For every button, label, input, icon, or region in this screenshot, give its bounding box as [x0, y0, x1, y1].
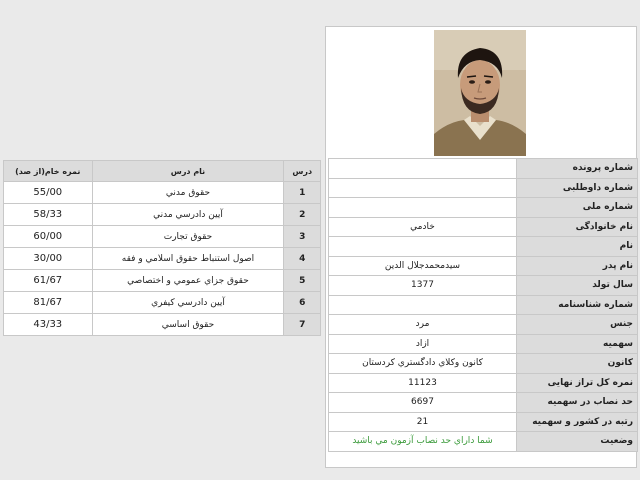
course-name: حقوق جزاي عمومي و اختصاصي	[92, 270, 284, 292]
row-number: 4	[284, 248, 321, 270]
info-value: خادمي	[329, 217, 517, 237]
course-score-value: 61/67	[33, 275, 63, 286]
info-row-father-name	[329, 256, 638, 276]
info-row-quota-threshold	[329, 393, 638, 413]
scores-header-row	[4, 161, 321, 182]
info-label: شماره داوطلبی	[517, 178, 638, 198]
course-name: حقوق مدني	[92, 182, 284, 204]
profile-info-table	[328, 158, 638, 452]
table-row	[4, 270, 321, 292]
row-number: 5	[284, 270, 321, 292]
info-value: مرد	[329, 315, 517, 335]
course-name: آيين دادرسي کيفري	[92, 292, 284, 314]
info-label: حد نصاب در سهمیه	[517, 393, 638, 413]
info-row-first-name	[329, 237, 638, 257]
info-value: 1377	[329, 276, 517, 296]
header-number: درس	[284, 161, 321, 182]
course-name: اصول استنباط حقوق اسلامي و فقه	[92, 248, 284, 270]
table-row	[4, 226, 321, 248]
row-number: 6	[284, 292, 321, 314]
course-score	[4, 314, 93, 336]
info-label: سال تولد	[517, 276, 638, 296]
info-label: نمره کل تراز نهایی	[517, 373, 638, 393]
info-label: سهمیه	[517, 334, 638, 354]
profile-card	[325, 26, 637, 468]
row-number: 1	[284, 182, 321, 204]
course-score	[4, 204, 93, 226]
info-label: وضعیت	[517, 432, 638, 452]
info-label: کانون	[517, 354, 638, 374]
info-label: شماره پرونده	[517, 159, 638, 179]
info-row-last-name	[329, 217, 638, 237]
table-row	[4, 292, 321, 314]
course-name: حقوق اساسي	[92, 314, 284, 336]
info-row-final-score	[329, 373, 638, 393]
course-score	[4, 270, 93, 292]
course-score-value: 30/00	[33, 253, 63, 264]
table-row	[4, 314, 321, 336]
info-value: 6697	[329, 393, 517, 413]
course-name: آيين دادرسي مدني	[92, 204, 284, 226]
header-course: نام درس	[92, 161, 284, 182]
info-row-applicant-number	[329, 178, 638, 198]
info-label: شماره ملی	[517, 198, 638, 218]
course-score-value: 81/67	[33, 297, 63, 308]
info-value	[329, 178, 517, 198]
course-score	[4, 226, 93, 248]
row-number: 7	[284, 314, 321, 336]
info-value: کانون وکلاي دادگستري کردستان	[329, 354, 517, 374]
table-row	[4, 204, 321, 226]
info-value	[329, 159, 517, 179]
course-score	[4, 292, 93, 314]
course-score-value: 43/33	[33, 319, 63, 330]
info-label: نام خانوادگی	[517, 217, 638, 237]
info-label: رتبه در کشور و سهمیه	[517, 412, 638, 432]
course-score-value: 55/00	[33, 187, 63, 198]
info-row-bar-association	[329, 354, 638, 374]
info-row-status	[329, 432, 638, 452]
info-value	[329, 198, 517, 218]
course-score-value: 60/00	[33, 231, 63, 242]
info-value	[329, 295, 517, 315]
info-row-national-id	[329, 198, 638, 218]
info-label: نام	[517, 237, 638, 257]
course-score	[4, 182, 93, 204]
info-value: سيدمحمدجلال الدين	[329, 256, 517, 276]
info-label: جنس	[517, 315, 638, 335]
info-label: شماره شناسنامه	[517, 295, 638, 315]
info-row-rank	[329, 412, 638, 432]
info-row-quota	[329, 334, 638, 354]
table-row	[4, 182, 321, 204]
row-number: 3	[284, 226, 321, 248]
scores-table	[3, 160, 321, 336]
table-row	[4, 248, 321, 270]
info-row-birth-year	[329, 276, 638, 296]
info-value	[329, 237, 517, 257]
course-name: حقوق تجارت	[92, 226, 284, 248]
profile-photo	[434, 30, 526, 156]
info-row-id-card-number	[329, 295, 638, 315]
row-number: 2	[284, 204, 321, 226]
status-message: شما داراي حد نصاب آزمون مي باشيد	[329, 432, 517, 452]
info-value: 21	[329, 412, 517, 432]
info-label: نام پدر	[517, 256, 638, 276]
info-value: ازاد	[329, 334, 517, 354]
info-row-file-number	[329, 159, 638, 179]
person-portrait-icon	[434, 30, 526, 156]
header-score: نمره خام(از صد)	[4, 161, 93, 182]
info-value: 11123	[329, 373, 517, 393]
info-row-gender	[329, 315, 638, 335]
course-score	[4, 248, 93, 270]
course-score-value: 58/33	[33, 209, 63, 220]
